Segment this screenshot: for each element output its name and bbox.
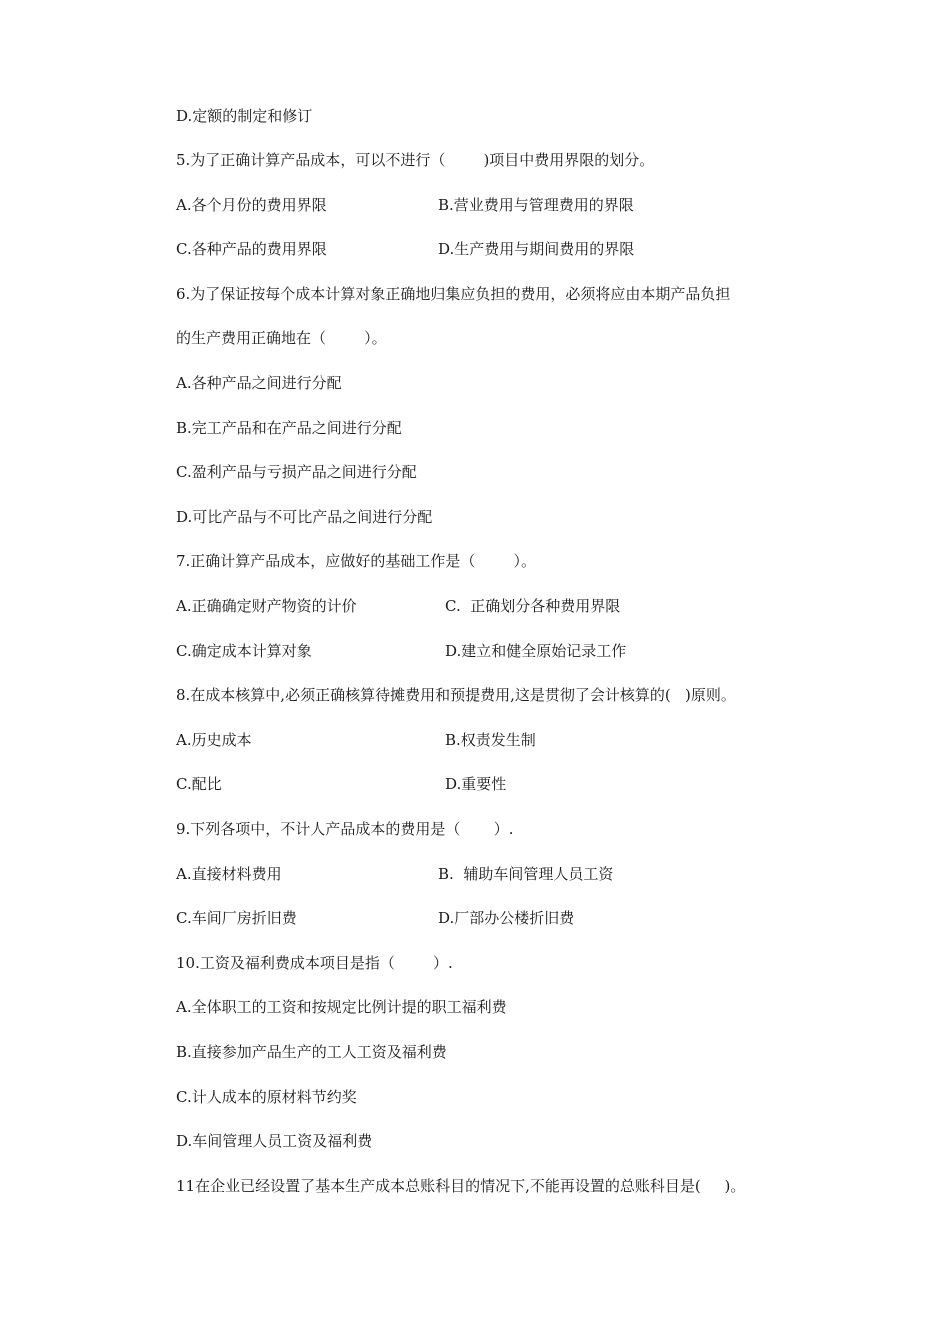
option-10b: B.直接参加产品生产的工人工资及福利费	[176, 1043, 447, 1061]
option-5a: A.各个月份的费用界限	[176, 196, 327, 214]
option-5d: D.生产费用与期间费用的界限	[438, 240, 635, 258]
option-8a: A.历史成本	[176, 731, 252, 749]
option-9b: B. 辅助车间管理人员工资	[438, 865, 614, 883]
option-7d: D.建立和健全原始记录工作	[445, 642, 627, 660]
question-10: 10.工资及福利费成本项目是指（ ）.	[176, 954, 453, 972]
question-8: 8.在成本核算中,必须正确核算待摊费用和预提费用,这是贯彻了会计核算的( )原则。	[176, 686, 736, 704]
option-7a: A.正确确定财产物资的计价	[176, 597, 357, 615]
option-5c: C.各种产品的费用界限	[176, 240, 327, 258]
option-4d: D.定额的制定和修订	[176, 107, 313, 125]
option-5b: B.营业费用与管理费用的界限	[438, 196, 634, 214]
option-6c: C.盈利产品与亏损产品之间进行分配	[176, 463, 417, 481]
option-9a: A.直接材料费用	[176, 865, 282, 883]
option-9c: C.车间厂房折旧费	[176, 909, 297, 927]
question-9: 9.下列各项中，不计人产品成本的费用是（ ）.	[176, 820, 514, 838]
option-10c: C.计人成本的原材料节约奖	[176, 1088, 357, 1106]
option-8d: D.重要性	[445, 775, 507, 793]
question-6: 6.为了保证按每个成本计算对象正确地归集应负担的费用，必须将应由本期产品负担	[176, 285, 731, 303]
option-10a: A.全体职工的工资和按规定比例计提的职工福利费	[176, 998, 507, 1016]
option-6d: D.可比产品与不可比产品之间进行分配	[176, 508, 433, 526]
option-7c-first: C. 正确划分各种费用界限	[445, 597, 621, 615]
question-7: 7.正确计算产品成本，应做好的基础工作是（ ）。	[176, 552, 536, 570]
option-8b: B.权责发生制	[445, 731, 536, 749]
option-8c: C.配比	[176, 775, 222, 793]
option-9d: D.厂部办公楼折旧费	[438, 909, 575, 927]
question-6-cont: 的生产费用正确地在（ ）。	[176, 329, 387, 347]
question-11: 11在企业已经设置了基本生产成本总账科目的情况下,不能再设置的总账科目是( )。	[176, 1177, 746, 1195]
option-7c: C.确定成本计算对象	[176, 642, 312, 660]
option-10d: D.车间管理人员工资及福利费	[176, 1132, 373, 1150]
question-5: 5.为了正确计算产品成本，可以不进行（ )项目中费用界限的划分。	[176, 151, 655, 169]
option-6b: B.完工产品和在产品之间进行分配	[176, 419, 402, 437]
option-6a: A.各种产品之间进行分配	[176, 374, 342, 392]
